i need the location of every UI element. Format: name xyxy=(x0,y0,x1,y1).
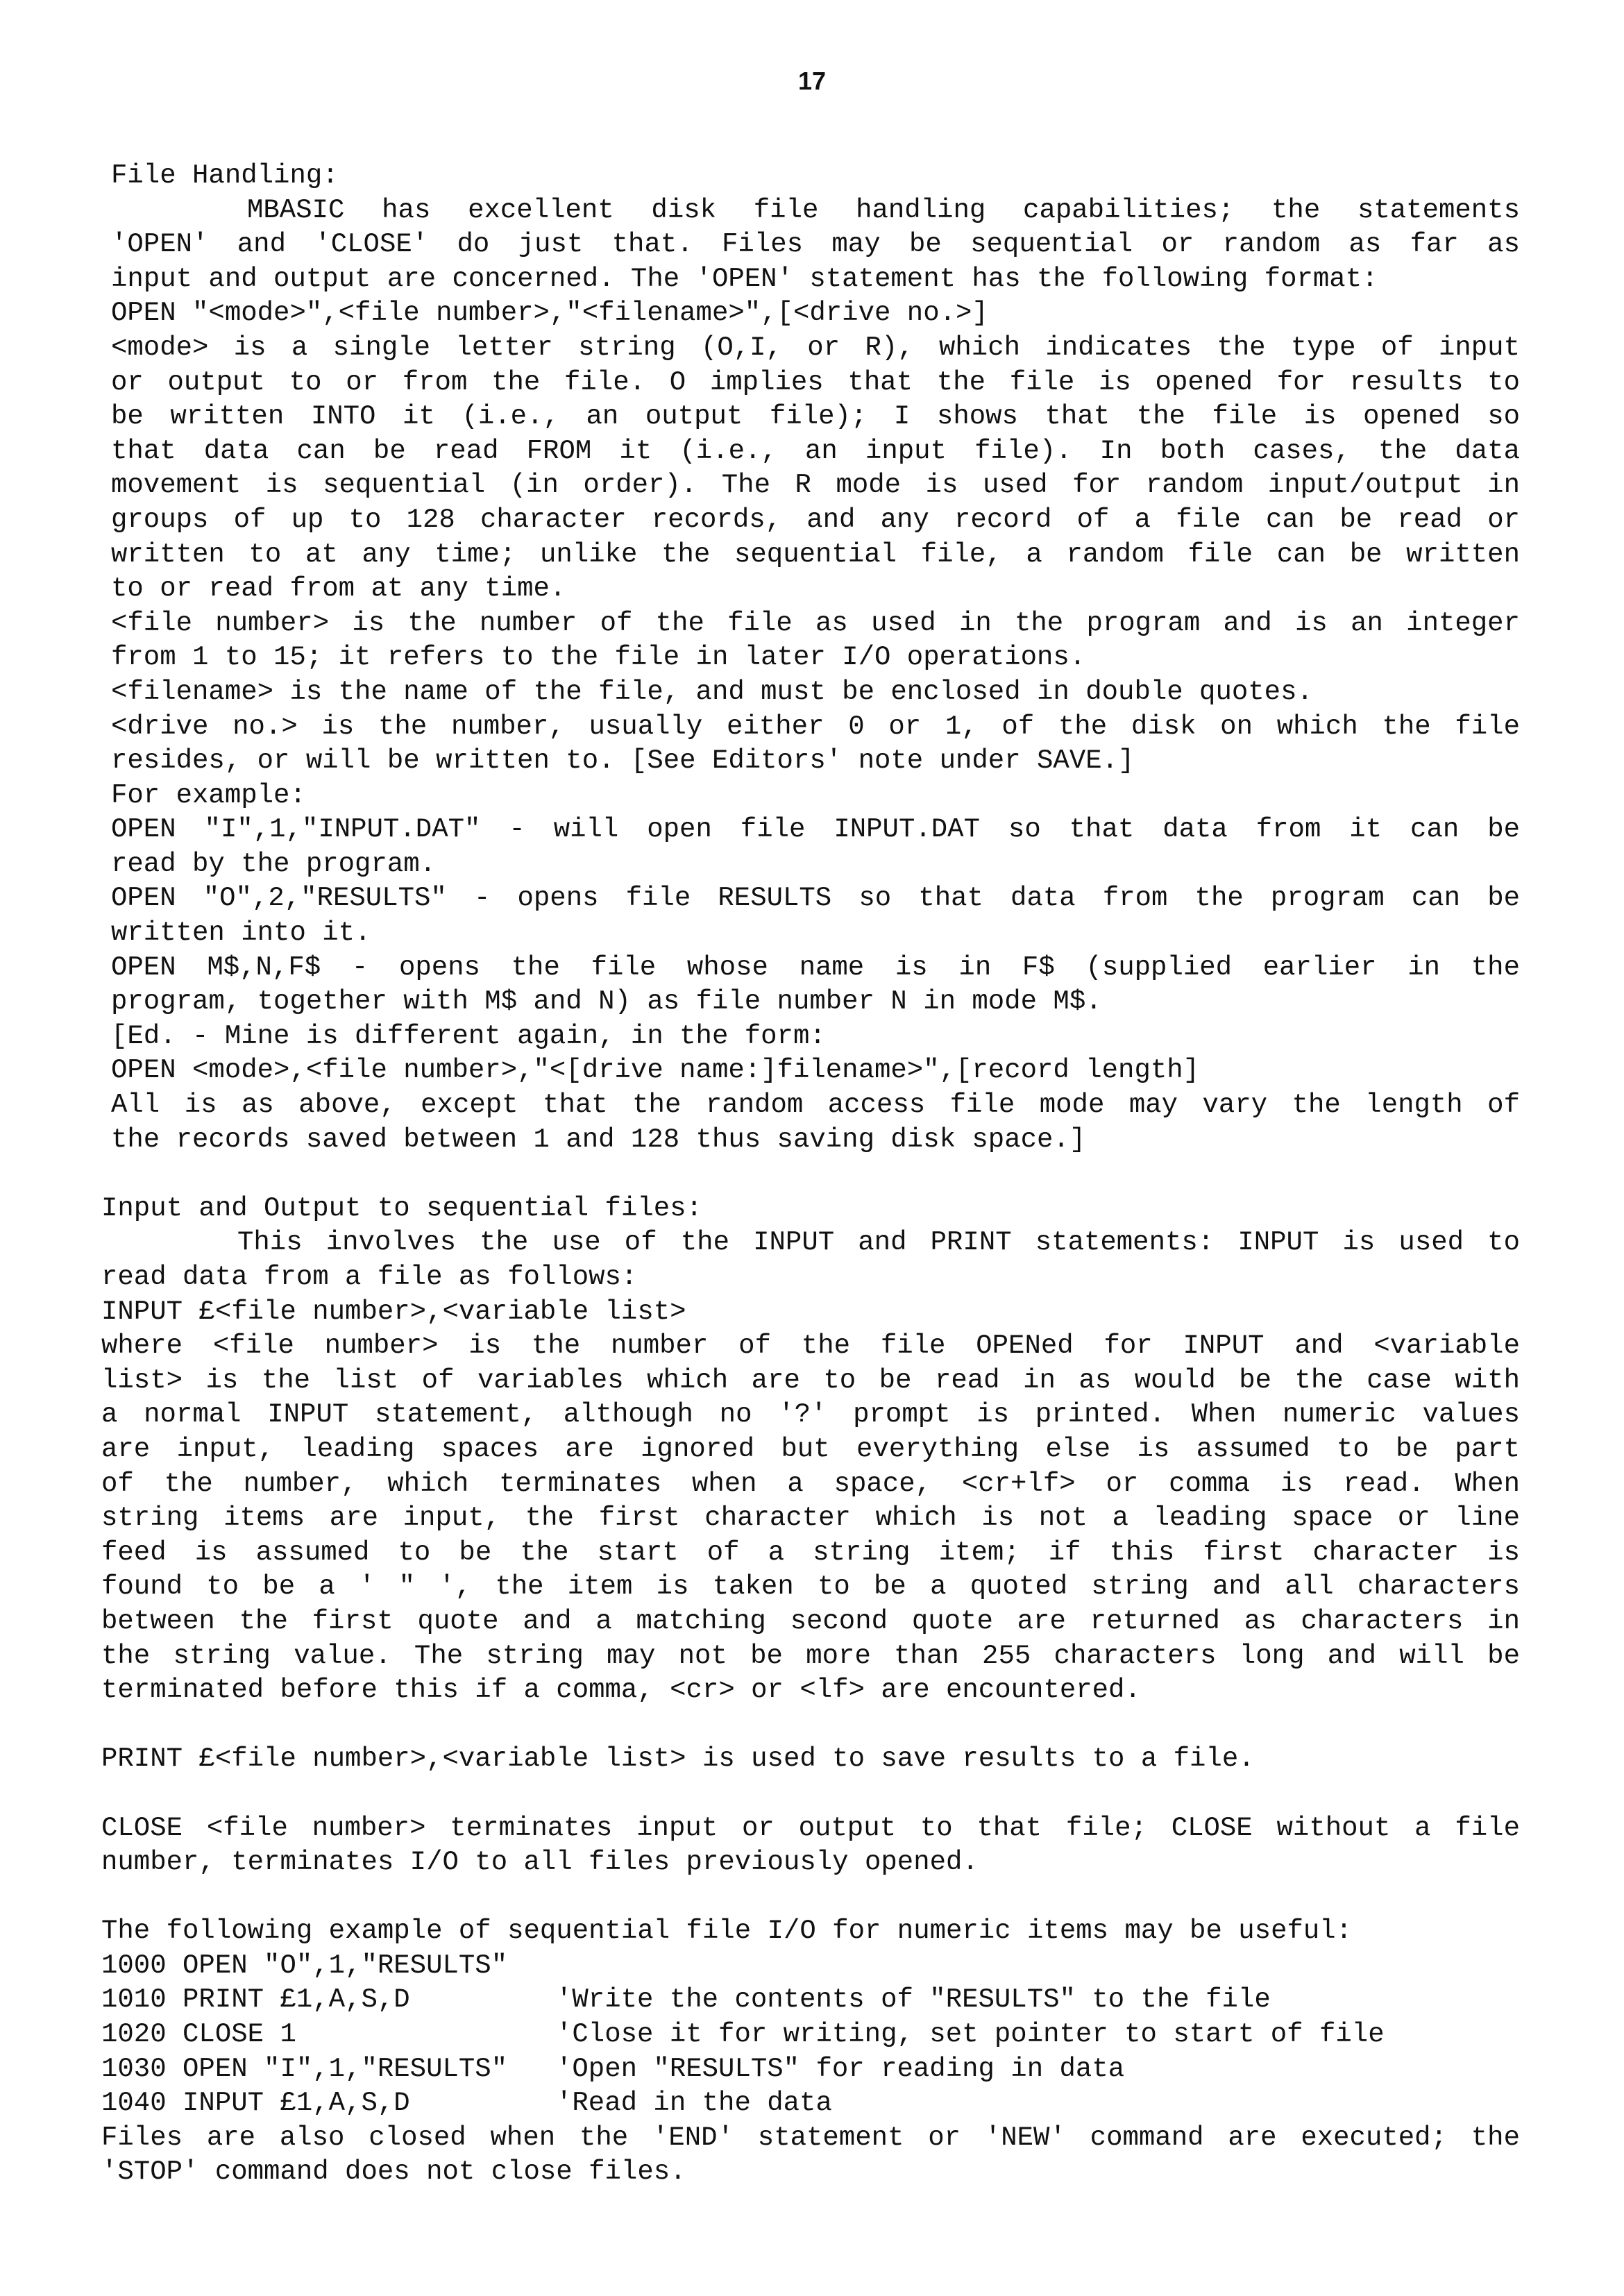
text-line: <file number> is the number of the file as used in the program and is an integer xyxy=(111,607,1520,639)
paragraph-filename-description: <filename> is the name of the file, and must be enclosed in double quotes. xyxy=(111,676,1313,707)
text-line: that data can be read FROM it (i.e., an input file). In both cases, the data xyxy=(111,435,1520,466)
text-line: found to be a ' " ', the item is taken to be a quoted string and all characters xyxy=(101,1571,1520,1603)
section-file-handling xyxy=(111,159,1520,1157)
text-line: written into it. xyxy=(111,918,371,949)
text-line: a normal INPUT statement, although no '?' prompt is printed. When numeric values xyxy=(101,1399,1520,1430)
paragraph-drive-description xyxy=(111,710,1520,779)
text-line: 'OPEN' and 'CLOSE' do just that. Files may be sequential or random as far as xyxy=(111,229,1520,260)
text-line: string items are input, the first character which is not a leading space or line xyxy=(101,1503,1520,1534)
section-heading: Input and Output to sequential files: xyxy=(101,1192,702,1224)
paragraph-file-number-description xyxy=(111,607,1520,675)
code-comment xyxy=(556,1949,1520,1984)
text-line: or output to or from the file. O implies that the file is opened for results to xyxy=(111,366,1520,398)
section-sequential-io xyxy=(101,1192,1520,2190)
code-example xyxy=(101,1949,1520,2121)
text-line: number, terminates I/O to all files previously opened. xyxy=(101,1847,979,1878)
code-comment: 'Close it for writing, set pointer to start of file xyxy=(556,2019,1385,2050)
text-line: resides, or will be written to. [See Editors' note under SAVE.] xyxy=(111,745,1135,777)
text-line: OPEN M$,N,F$ - opens the file whose name is in F$ (supplied earlier in the xyxy=(111,952,1520,983)
code-statement: 1030 OPEN "I",1,"RESULTS" xyxy=(101,2053,508,2084)
code-line xyxy=(101,1983,1520,2018)
text-line: <mode> is a single letter string (O,I, or R), which indicates the type of input xyxy=(111,332,1520,363)
text-line: between the first quote and a matching second quote are returned as characters in xyxy=(101,1605,1520,1637)
code-comment: 'Write the contents of "RESULTS" to the file xyxy=(556,1984,1271,2016)
text-line: 'STOP' command does not close files. xyxy=(101,2156,686,2188)
page-number: 17 xyxy=(797,67,827,95)
code-comment: 'Read in the data xyxy=(556,2088,832,2119)
text-line: the string value. The string may not be more than 255 characters long and will be xyxy=(101,1640,1520,1671)
code-statement: 1000 OPEN "O",1,"RESULTS" xyxy=(101,1950,508,1981)
text-line: where <file number> is the number of the file OPENed for INPUT and <variable xyxy=(101,1331,1520,1362)
text-line: input and output are concerned. The 'OPEN' statement has the following format: xyxy=(111,263,1378,294)
code-line xyxy=(101,2086,1520,2121)
text-line: Files are also closed when the 'END' statement or 'NEW' command are executed; the xyxy=(101,2122,1520,2153)
paragraph-closing-note xyxy=(101,2121,1520,2190)
code-line xyxy=(101,2052,1520,2087)
text-line: feed is assumed to be the start of a string item; if this first character is xyxy=(101,1537,1520,1568)
example-open-input xyxy=(111,813,1520,881)
text-line: from 1 to 15; it refers to the file in later I/O operations. xyxy=(111,642,1086,673)
text-line: groups of up to 128 character records, and any record of a file can be read or xyxy=(111,504,1520,535)
page-body xyxy=(101,159,1520,2190)
text-line: MBASIC has excellent disk file handling capabilities; the statements xyxy=(247,194,1520,226)
for-example-label: For example: xyxy=(111,779,306,811)
text-line: [Ed. - Mine is different again, in the form: xyxy=(111,1020,826,1052)
paragraph-close-description xyxy=(101,1812,1520,1880)
code-line xyxy=(101,2018,1520,2052)
text-line: CLOSE <file number> terminates input or output to that file; CLOSE without a file xyxy=(101,1812,1520,1843)
paragraph-intro xyxy=(101,1226,1520,1294)
text-line: to or read from at any time. xyxy=(111,573,566,605)
text-line: written to at any time; unlike the sequential file, a random file can be written xyxy=(111,539,1520,570)
text-line: list> is the list of variables which are to be read in as would be the case with xyxy=(101,1365,1520,1396)
text-line: OPEN <mode>,<file number>,"<[drive name:]filename>",[record length] xyxy=(111,1055,1200,1086)
text-line: OPEN "O",2,"RESULTS" - opens file RESULTS so that data from the program can be xyxy=(111,883,1520,914)
code-statement: 1040 INPUT £1,A,S,D xyxy=(101,2088,410,2119)
text-line: terminated before this if a comma, <cr> or <lf> are encountered. xyxy=(101,1675,1141,1706)
input-syntax: INPUT £<file number>,<variable list> xyxy=(101,1296,686,1327)
text-line: are input, leading spaces are ignored but everything else is assumed to be part xyxy=(101,1433,1520,1464)
paragraph-print-description: PRINT £<file number>,<variable list> is used to save results to a file. xyxy=(101,1744,1255,1775)
paragraph-mode-description xyxy=(111,331,1520,607)
text-line: This involves the use of the INPUT and PRINT statements: INPUT is used to xyxy=(237,1227,1520,1258)
text-line: <drive no.> is the number, usually either 0 or 1, of the disk on which the file xyxy=(111,711,1520,742)
code-line xyxy=(101,1949,1520,1984)
text-line: program, together with M$ and N) as file number N in mode M$. xyxy=(111,986,1102,1018)
paragraph-intro xyxy=(111,194,1520,297)
paragraph-input-description xyxy=(101,1329,1520,1708)
text-line: movement is sequential (in order). The R mode is used for random input/output in xyxy=(111,470,1520,501)
section-heading: File Handling: xyxy=(111,160,339,191)
paragraph-gap xyxy=(111,1157,1520,1192)
text-line: All is as above, except that the random access file mode may vary the length of xyxy=(111,1090,1520,1121)
example-open-variables xyxy=(111,951,1520,1020)
text-line: of the number, which terminates when a space, <cr+lf> or comma is read. When xyxy=(101,1468,1520,1499)
text-line: OPEN "I",1,"INPUT.DAT" - will open file INPUT.DAT so that data from it can be xyxy=(111,814,1520,845)
text-line: read by the program. xyxy=(111,848,437,879)
example-intro: The following example of sequential file I/O for numeric items may be useful: xyxy=(101,1916,1353,1947)
open-format-syntax: OPEN "<mode>",<file number>,"<filename>",[<drive no.>] xyxy=(111,298,988,329)
example-open-output xyxy=(111,881,1520,950)
paragraph-gap xyxy=(101,1880,1520,1915)
paragraph-gap xyxy=(101,1708,1520,1743)
text-line: be written INTO it (i.e., an output file); I shows that the file is opened so xyxy=(111,401,1520,432)
text-line: the records saved between 1 and 128 thus saving disk space.] xyxy=(111,1124,1086,1155)
code-statement: 1010 PRINT £1,A,S,D xyxy=(101,1984,410,2016)
paragraph-gap xyxy=(101,1777,1520,1812)
code-statement: 1020 CLOSE 1 xyxy=(101,2019,296,2050)
text-line: read data from a file as follows: xyxy=(101,1262,638,1292)
code-comment: 'Open "RESULTS" for reading in data xyxy=(556,2053,1125,2084)
editor-note xyxy=(111,1020,1520,1157)
